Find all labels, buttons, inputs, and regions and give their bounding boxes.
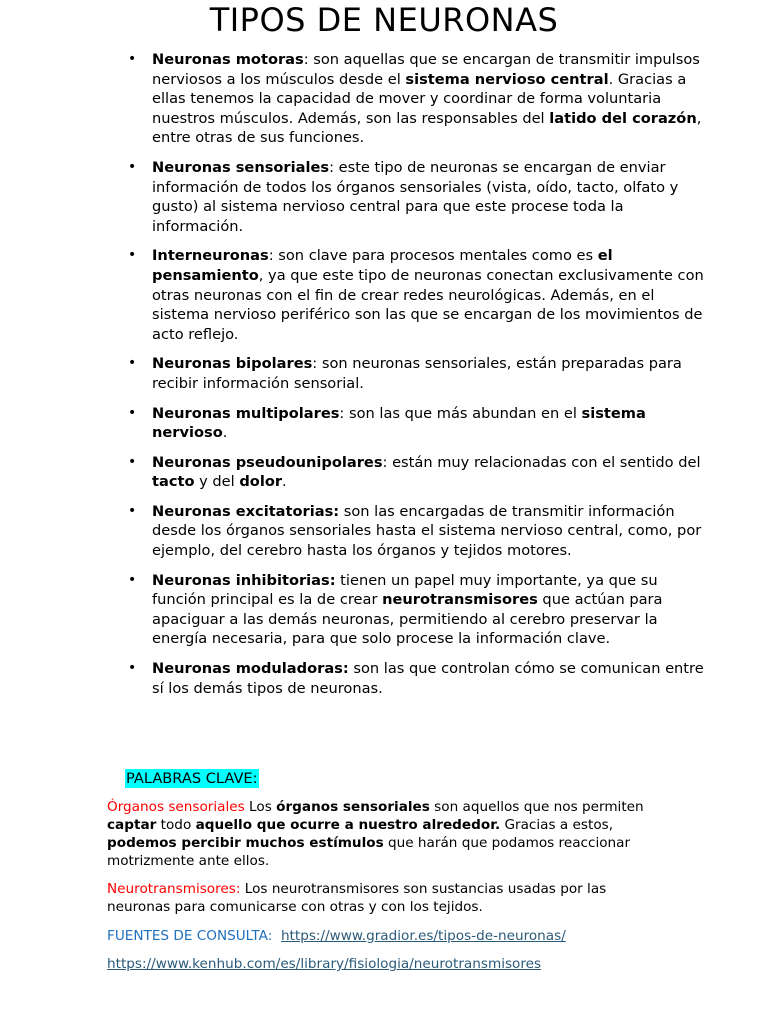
text-run: son las que controlan cómo se comunican entre sí los demás tipos de neuronas. xyxy=(152,660,704,697)
bold-text: captar xyxy=(107,817,157,833)
definition-term: Órganos sensoriales xyxy=(107,799,245,815)
bold-text: aquello que ocurre a nuestro alrededor. xyxy=(195,817,501,833)
definition-organos-sensoriales xyxy=(107,798,647,870)
bold-text: dolor xyxy=(239,473,283,491)
bold-text: sistema nervioso central xyxy=(405,70,609,88)
bold-text: sistema nervioso xyxy=(152,404,646,442)
neuron-type-term: Neuronas moduladoras: xyxy=(152,660,349,678)
neuron-type-item xyxy=(152,158,708,236)
sources-label: FUENTES DE CONSULTA: xyxy=(107,928,273,944)
bold-text: órganos sensoriales xyxy=(276,799,430,815)
sources-line-2 xyxy=(107,955,541,973)
neuron-type-item xyxy=(152,571,708,649)
neuron-type-term: Neuronas pseudounipolares xyxy=(152,453,383,471)
keywords-heading: PALABRAS CLAVE: xyxy=(126,770,258,787)
text-run: : son clave para procesos mentales como es xyxy=(268,247,598,265)
bold-text: el pensamiento xyxy=(152,247,613,284)
source-link-kenhub[interactable]: https://www.kenhub.com/es/library/fisiologia/neurotransmisores xyxy=(107,956,542,972)
neuron-type-term: Neuronas motoras xyxy=(152,51,304,68)
source-link-gradior[interactable]: https://www.gradior.es/tipos-de-neuronas/ xyxy=(280,928,566,944)
neuron-type-item xyxy=(152,453,708,492)
neuron-type-term: Interneuronas xyxy=(152,247,269,265)
text-run: , ya que este tipo de neuronas conectan exclusivamente con otras neuronas con el fin de crear redes neurológicas. Además, en el sistema nervioso periférico son las que se encargan de los movimientos de acto reflejo. xyxy=(152,266,704,343)
bold-text: latido del corazón xyxy=(549,109,697,127)
text-run: : son neuronas sensoriales, están preparadas para recibir información sensorial. xyxy=(152,355,682,392)
text-run: : son aquellas que se encargan de transmitir impulsos nerviosos a los músculos desde el xyxy=(152,51,700,88)
neuron-type-term: Neuronas excitatorias: xyxy=(152,502,340,520)
neuron-type-term: Neuronas sensoriales xyxy=(152,158,330,176)
neuron-type-item xyxy=(152,404,708,443)
neuron-type-item xyxy=(152,502,708,561)
neuron-type-item xyxy=(152,354,708,393)
sources-line xyxy=(107,927,566,945)
text-run: : están muy relacionadas con el sentido del xyxy=(382,453,701,471)
bold-text: tacto xyxy=(152,473,195,491)
text-run: son aquellos que nos permiten xyxy=(429,799,644,815)
text-run: , entre otras de sus funciones. xyxy=(152,109,702,147)
text-run: : este tipo de neuronas se encargan de enviar información de todos los órganos sensoriales (vista, oído, tacto, olfato y gusto) al sistema nervioso central para que este procese toda la información. xyxy=(152,158,679,235)
text-run: . xyxy=(282,473,287,491)
neuron-type-item xyxy=(152,659,708,698)
text-run: : son las que más abundan en el xyxy=(339,404,582,422)
text-run: Gracias a estos, xyxy=(500,817,614,833)
text-run: son las encargadas de transmitir información desde los órganos sensoriales hasta el sistema nervioso central, como, por ejemplo, del cerebro hasta los órganos y tejidos motores. xyxy=(152,502,702,560)
page-title: TIPOS DE NEURONAS xyxy=(209,1,559,39)
text-run: todo xyxy=(156,817,196,833)
definition-body: Los neurotransmisores son sustancias usadas por las neuronas para comunicarse con otras y con los tejidos. xyxy=(107,881,607,915)
neuron-type-term: Neuronas multipolares xyxy=(152,404,340,422)
text-run: . Gracias a ellas tenemos la capacidad de mover y coordinar de forma voluntaria nuestros músculos. Además, son las responsables del xyxy=(152,70,687,127)
bold-text: podemos percibir muchos estímulos xyxy=(107,835,384,851)
neuron-type-item xyxy=(152,246,708,344)
text-run: que harán que podamos reaccionar motrizmente ante ellos. xyxy=(107,835,631,869)
text-run: tienen un papel muy importante, ya que su función principal es la de crear xyxy=(152,571,658,609)
definition-neurotransmisores xyxy=(107,880,647,916)
text-run: . xyxy=(222,424,228,442)
bold-text: neurotransmisores xyxy=(382,591,538,609)
text-run: que actúan para apaciguar a las demás neuronas, permitiendo al cerebro preservar la energía necesaria, para que solo procese la información clave. xyxy=(152,591,663,648)
neuron-type-item xyxy=(152,50,708,148)
neuron-type-term: Neuronas inhibitorias: xyxy=(152,571,336,589)
neuron-types-list xyxy=(108,50,708,708)
definition-term: Neurotransmisores: xyxy=(107,881,241,897)
neuron-type-term: Neuronas bipolares xyxy=(152,355,313,373)
text-run: y del xyxy=(194,473,240,491)
text-run: Los xyxy=(244,799,277,815)
